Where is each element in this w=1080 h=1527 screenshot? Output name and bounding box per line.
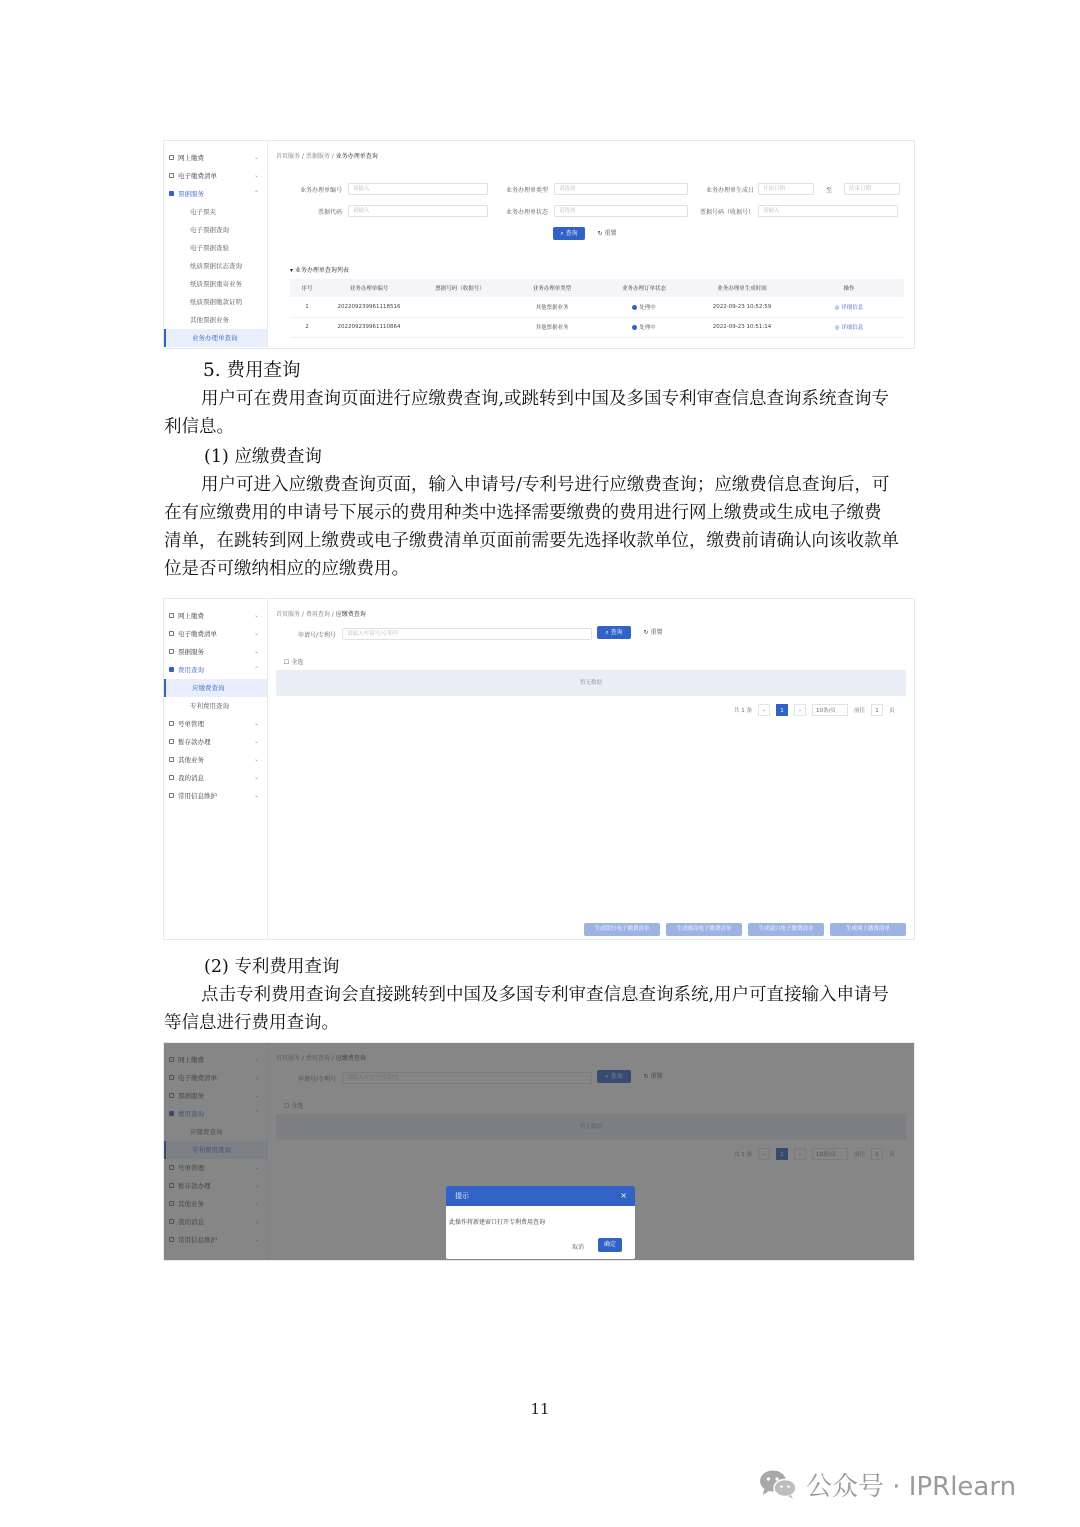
pagination	[734, 704, 895, 716]
label-application-no: 申请号/专利号	[298, 631, 337, 639]
col-action: 操作	[794, 279, 904, 297]
receipt-icon	[169, 649, 174, 654]
dialog-message: 此操作将新建窗口打开专利费用查询	[449, 1219, 546, 1226]
breadcrumb-home[interactable]: 首页服务	[276, 153, 301, 160]
sidebar-item-e-payment-list[interactable]: 电子缴费清单 ⌄	[164, 167, 267, 185]
confirm-button[interactable]: 确定	[598, 1238, 622, 1252]
breadcrumb: 首页服务 / 费用查询 / 应缴费查询	[276, 611, 366, 618]
breadcrumb-current: 业务办理单查询	[335, 153, 378, 160]
order-status-select[interactable]: 请选择	[554, 205, 688, 217]
deposit-icon	[169, 739, 174, 744]
goto-label: 前往	[854, 708, 866, 714]
chevron-down-icon: ⌄	[253, 648, 259, 655]
sidebar-subitem-e-receipt-query[interactable]: 电子票据查询	[190, 226, 229, 234]
bank-e-list-button[interactable]: 生成银行电子缴费清单	[584, 923, 660, 936]
chevron-up-icon: ⌃	[253, 666, 259, 673]
page-unit-label: 页	[889, 708, 895, 714]
reset-button[interactable]: ↻ 重置	[597, 230, 617, 237]
cell-type: 其他票据业务	[506, 297, 598, 317]
label-order-type: 业务办理单类型	[506, 186, 549, 194]
chevron-down-icon: ⌄	[253, 154, 259, 161]
order-no-input[interactable]: 请输入	[348, 183, 488, 195]
cell-receipt	[414, 317, 506, 337]
screenshot-payable-fee-query	[163, 598, 915, 940]
screenshot-patent-fee-dialog	[163, 1042, 915, 1261]
label-order-no: 业务办理单编号	[300, 186, 343, 194]
search-button[interactable]: ⌕ 查询	[553, 227, 585, 240]
label-date: 业务办理单生成日	[706, 186, 755, 194]
sidebar-subitem-paper-status[interactable]: 纸质票据状态查询	[190, 262, 242, 270]
sidebar	[164, 141, 268, 348]
chevron-down-icon: ⌄	[253, 792, 259, 799]
cell-order-no: 202209239961110864	[324, 317, 414, 337]
chevron-down-icon: ⌄	[253, 774, 259, 781]
sidebar-item-info-maintenance[interactable]: 常用信息维护 ⌄	[164, 787, 267, 805]
field-date-range	[706, 183, 900, 195]
cell-status: 处理中	[598, 297, 690, 317]
date-start-input[interactable]: 开始日期	[758, 183, 814, 195]
list-icon	[169, 631, 174, 636]
chevron-down-icon: ⌄	[253, 738, 259, 745]
list-title: ▾ 业务办理单查询列表	[290, 267, 349, 274]
select-all-checkbox[interactable]: ☐ 全选	[284, 659, 304, 666]
watermark	[758, 1466, 1016, 1502]
cancel-button[interactable]: 取消	[572, 1244, 585, 1251]
label-receipt-number: 票据号码（收据号）	[700, 208, 755, 216]
label-order-status: 业务办理单状态	[506, 208, 549, 216]
action-buttons	[584, 923, 906, 936]
page-size-select[interactable]: 10条/页	[812, 704, 848, 716]
sidebar-item-fee-query[interactable]: 费用查询 ⌃	[164, 661, 267, 679]
cell-action	[794, 317, 904, 337]
screenshot-business-order-query	[163, 140, 915, 349]
date-end-input[interactable]: 结束日期	[844, 183, 900, 195]
col-index: 序号	[290, 279, 324, 297]
col-type: 业务办理单类型	[506, 279, 598, 297]
window-e-list-button[interactable]: 生成窗口电子缴费清单	[748, 923, 824, 936]
settings-icon	[169, 793, 174, 798]
paragraph-2-line-1: 用户可进入应缴费查询页面，输入申请号/专利号进行应缴费查询；应缴费信息查询后，可	[201, 475, 890, 495]
order-type-select[interactable]: 请选择	[554, 183, 688, 195]
chevron-down-icon: ⌄	[253, 720, 259, 727]
field-order-status	[506, 205, 688, 217]
cell-status: 处理中	[598, 317, 690, 337]
reset-button[interactable]: ↻ 重置	[643, 629, 663, 636]
chevron-down-icon: ⌄	[253, 630, 259, 637]
breadcrumb-section[interactable]: 费用查询	[305, 611, 330, 618]
prev-page-button[interactable]: ‹	[758, 704, 770, 716]
sidebar-item-receipt-service[interactable]: 票据服务 ⌃	[164, 185, 267, 203]
table-header-row	[290, 279, 904, 297]
main-content	[276, 141, 914, 348]
page-number: 11	[530, 1400, 550, 1418]
wechat-icon	[758, 1468, 798, 1500]
sidebar-subitem-order-query[interactable]: 业务办理单查询	[164, 329, 267, 347]
col-time: 业务办理单生成时间	[690, 279, 794, 297]
sidebar-subitem-e-receipt-verify[interactable]: 电子票据查验	[190, 244, 229, 252]
cell-receipt	[414, 297, 506, 317]
table-row	[290, 317, 904, 337]
sidebar-item-deposit[interactable]: 暂存款办理 ⌄	[164, 733, 267, 751]
breadcrumb: 首页服务 / 票据服务 / 业务办理单查询	[276, 153, 378, 160]
paragraph-1-line-2: 利信息。	[164, 417, 234, 437]
subheading-patent-fee: (2) 专利费用查询	[204, 957, 340, 977]
online-payment-list-button[interactable]: 生成网上缴费清单	[830, 923, 906, 936]
cell-time: 2022-09-23 10:52:59	[690, 297, 794, 317]
sidebar-subitem-paper-proof[interactable]: 纸质票据缴款证明	[190, 298, 242, 306]
confirm-dialog	[446, 1186, 635, 1259]
sidebar-item-receipt-service[interactable]: 票据服务 ⌄	[164, 643, 267, 661]
breadcrumb-current: 应缴费查询	[335, 611, 366, 618]
sidebar-item-online-payment[interactable]: 网上缴费 ⌄	[164, 607, 267, 625]
status-dot-icon	[632, 325, 637, 330]
breadcrumb-section[interactable]: 票据服务	[305, 153, 330, 160]
sidebar-subitem-patent-fee[interactable]: 专利费用查询	[190, 702, 229, 710]
status-dot-icon	[632, 305, 637, 310]
chevron-down-icon: ⌄	[253, 612, 259, 619]
message-icon	[169, 775, 174, 780]
other-icon	[169, 757, 174, 762]
cell-time: 2022-09-23 10:51:14	[690, 317, 794, 337]
receipt-number-input[interactable]: 请输入	[758, 205, 898, 217]
empty-state: 暂无数据	[276, 670, 906, 696]
sidebar-item-other-business[interactable]: 其他业务 ⌄	[164, 751, 267, 769]
cell-action	[794, 297, 904, 317]
sidebar-subitem-e-folder[interactable]: 电子票夹	[190, 208, 216, 216]
sidebar-subitem-other-receipt[interactable]: 其他票据业务	[190, 316, 229, 324]
field-receipt-number	[700, 205, 898, 217]
goto-input[interactable]: 1	[871, 704, 883, 716]
sidebar-subitem-payable-fee[interactable]: 应缴费查询	[164, 679, 267, 697]
col-order-no: 业务办理单编号	[324, 279, 414, 297]
date-separator: 至	[826, 186, 833, 194]
pager-total: 共 1 条	[734, 708, 752, 714]
page-button[interactable]: 1	[776, 704, 788, 716]
col-status: 业务办理订单状态	[598, 279, 690, 297]
label-receipt-code: 票据代码	[318, 208, 343, 216]
post-e-list-button[interactable]: 生成邮局电子缴费清单	[666, 923, 742, 936]
payment-icon	[169, 613, 174, 618]
chevron-down-icon: ⌄	[253, 172, 259, 179]
watermark-text: 公众号 · IPRlearn	[806, 1471, 1017, 1502]
breadcrumb-home[interactable]: 首页服务	[276, 611, 301, 618]
col-receipt: 票据号码（收据号）	[414, 279, 506, 297]
number-icon	[169, 721, 174, 726]
cell-index: 2	[290, 317, 324, 337]
subheading-payable-fee: (1) 应缴费查询	[204, 447, 322, 467]
cell-index: 1	[290, 297, 324, 317]
detail-link[interactable]: ◎ 详细信息	[834, 304, 864, 311]
payment-icon	[169, 155, 174, 160]
sidebar-subitem-paper-resend[interactable]: 纸质票据重寄业务	[190, 280, 242, 288]
paragraph-2-line-4: 位是否可缴纳相应的应缴费用。	[164, 559, 409, 579]
field-receipt-code	[318, 205, 488, 217]
sidebar-item-number-management[interactable]: 号单管理 ⌄	[164, 715, 267, 733]
application-no-input[interactable]: 请输入申请号/专利号	[342, 628, 592, 640]
cell-order-no: 20220923996111851​6	[324, 297, 414, 317]
field-application-no	[298, 628, 592, 640]
sidebar	[164, 599, 268, 939]
order-table	[290, 279, 904, 338]
field-order-type	[506, 183, 688, 195]
list-icon	[169, 173, 174, 178]
fee-icon	[169, 667, 174, 672]
close-icon[interactable]: ×	[620, 1191, 627, 1200]
receipt-code-input[interactable]: 请输入	[348, 205, 488, 217]
dialog-title: 提示	[455, 1192, 469, 1200]
paragraph-3-line-2: 等信息进行费用查询。	[164, 1013, 339, 1033]
section-heading-fee-query: 5. 费用查询	[203, 360, 301, 381]
paragraph-2-line-3: 清单，在跳转到网上缴费或电子缴费清单页面前需要先选择收款单位，缴费前请确认向该收款单	[164, 531, 899, 551]
next-page-button[interactable]: ›	[794, 704, 806, 716]
main-content	[276, 599, 914, 939]
cell-type: 其他票据业务	[506, 317, 598, 337]
field-order-no	[300, 183, 488, 195]
detail-link[interactable]: ◎ 详细信息	[834, 325, 864, 331]
chevron-down-icon: ⌄	[253, 756, 259, 763]
sidebar-item-my-messages[interactable]: 我的消息 ⌄	[164, 769, 267, 787]
paragraph-2-line-2: 在有应缴费用的申请号下展示的费用种类中选择需要缴费的费用进行网上缴费或生成电子缴费	[164, 503, 882, 523]
search-button[interactable]: ⌕ 查询	[597, 626, 631, 639]
paragraph-1-line-1: 用户可在费用查询页面进行应缴费查询,或跳转到中国及多国专利审查信息查询系统查询专	[201, 389, 890, 409]
receipt-icon	[169, 191, 174, 196]
sidebar-item-e-payment-list[interactable]: 电子缴费清单 ⌄	[164, 625, 267, 643]
paragraph-3-line-1: 点击专利费用查询会直接跳转到中国及多国专利审查信息查询系统,用户可直接输入申请号	[201, 985, 890, 1005]
table-row	[290, 297, 904, 317]
dialog-header	[446, 1186, 635, 1206]
sidebar-item-online-payment[interactable]: 网上缴费 ⌄	[164, 149, 267, 167]
chevron-up-icon: ⌃	[253, 190, 259, 197]
